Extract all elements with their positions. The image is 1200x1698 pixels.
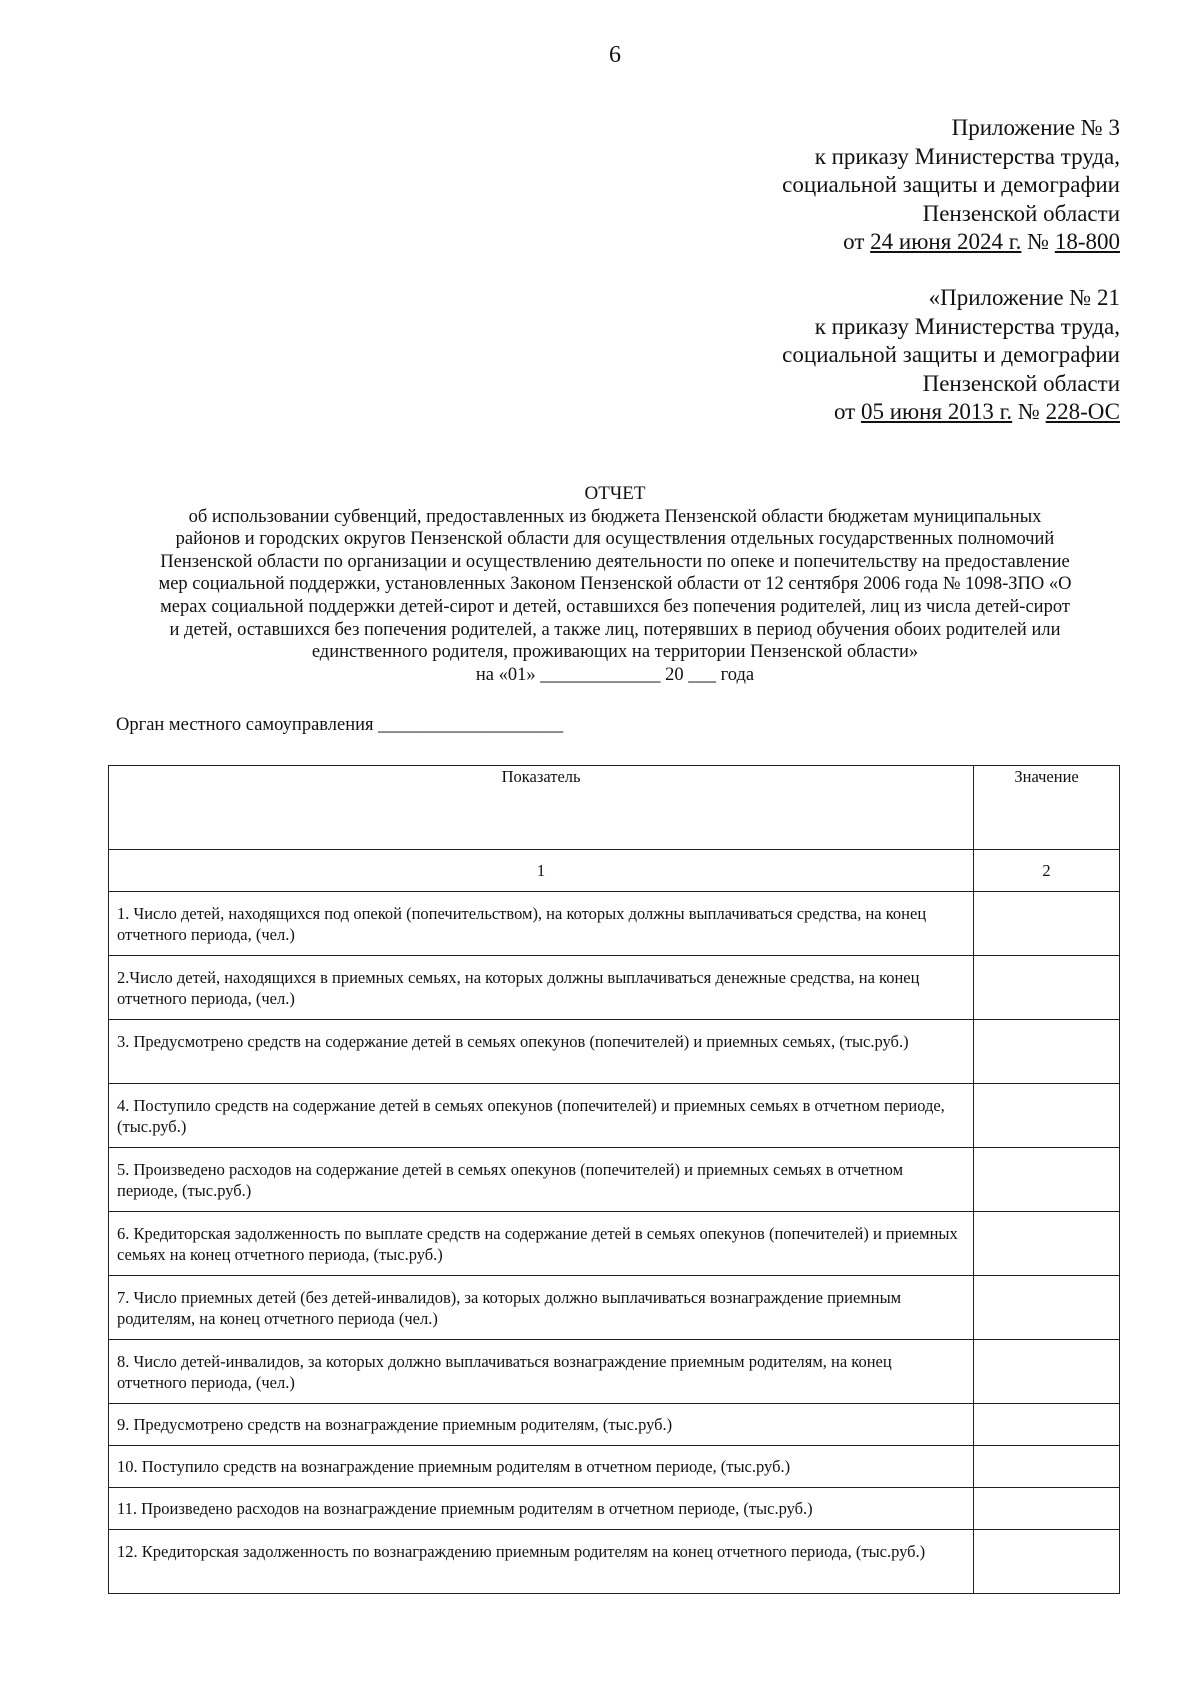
- indicator-cell: 5. Произведено расходов на содержание детей в семьях опекунов (попечителей) и приемных семьях в отчетном периоде, (тыс.руб.): [109, 1148, 974, 1212]
- appendix-original-date: 05 июня 2013 г.: [860, 399, 1013, 424]
- appendix-original-date-line: [782, 398, 1120, 427]
- date-prefix: от: [843, 229, 871, 254]
- table-row: [109, 1404, 1120, 1446]
- page-number: 6: [609, 42, 621, 68]
- appendix-original-title: «Приложение № 21: [928, 285, 1120, 310]
- value-cell: [974, 1084, 1120, 1148]
- value-cell: [974, 1020, 1120, 1084]
- appendix-current-title: Приложение № 3: [951, 115, 1120, 140]
- value-cell: [974, 1340, 1120, 1404]
- table-row: [109, 1276, 1120, 1340]
- appendix-current-number: 18-800: [1054, 229, 1120, 254]
- indicator-cell: 2.Число детей, находящихся в приемных семьях, на которых должны выплачиваться денежные средства, на конец отчетного периода, (чел.): [109, 956, 974, 1020]
- header-indicator: Показатель: [109, 766, 974, 850]
- appendix-current-line: социальной защиты и демографии: [782, 172, 1120, 197]
- table-row: [109, 1020, 1120, 1084]
- table-row: [109, 1148, 1120, 1212]
- table-header-row: [109, 766, 1120, 850]
- value-cell: [974, 1404, 1120, 1446]
- appendix-current-block: [782, 114, 1120, 257]
- value-cell: [974, 1446, 1120, 1488]
- number-prefix: №: [1012, 399, 1046, 424]
- value-cell: [974, 1488, 1120, 1530]
- report-subtitle-line: мер социальной поддержки, установленных Законом Пензенской области от 12 сентября 2006 года № 1098-ЗПО «О: [158, 574, 1072, 595]
- report-title: ОТЧЕТ: [584, 483, 646, 504]
- header-value: Значение: [974, 766, 1120, 850]
- indicator-cell: 8. Число детей-инвалидов, за которых должно выплачиваться вознаграждение приемным родителям, на конец отчетного периода, (чел.): [109, 1340, 974, 1404]
- value-cell: [974, 892, 1120, 956]
- number-prefix: №: [1021, 229, 1055, 254]
- value-cell: [974, 1212, 1120, 1276]
- table-row: [109, 1084, 1120, 1148]
- value-cell: [974, 1148, 1120, 1212]
- table-column-number-row: [109, 850, 1120, 892]
- indicator-cell: 1. Число детей, находящихся под опекой (попечительством), на которых должны выплачиваться средства, на конец отчетного периода, (чел.): [109, 892, 974, 956]
- appendix-original-block: [782, 284, 1120, 427]
- report-subtitle-line: и детей, оставшихся без попечения родителей, а также лиц, потерявших в период обучения обоих родителей или: [169, 619, 1061, 640]
- table-row: [109, 892, 1120, 956]
- appendix-current-date: 24 июня 2024 г.: [870, 229, 1022, 254]
- report-table: [108, 765, 1120, 1594]
- column-number: 2: [974, 850, 1120, 892]
- table-row: [109, 956, 1120, 1020]
- report-subtitle-line: мерах социальной поддержки детей-сирот и детей, оставшихся без попечения родителей, лиц из числа детей-сирот: [160, 596, 1070, 617]
- appendix-original-line: социальной защиты и демографии: [782, 342, 1120, 367]
- appendix-current-line: к приказу Министерства труда,: [814, 143, 1120, 169]
- report-subtitle-line: Пензенской области по организации и осуществлению деятельности по опеке и попечительству на предоставление: [160, 551, 1070, 572]
- table-row: [109, 1212, 1120, 1276]
- appendix-current-date-line: [782, 228, 1120, 257]
- indicator-cell: 9. Предусмотрено средств на вознаграждение приемным родителям, (тыс.руб.): [109, 1404, 974, 1446]
- indicator-cell: 12. Кредиторская задолженность по вознаграждению приемным родителям на конец отчетного периода, (тыс.руб.): [109, 1530, 974, 1594]
- appendix-original-number: 228-ОС: [1045, 399, 1120, 424]
- indicator-cell: 7. Число приемных детей (без детей-инвалидов), за которых должно выплачиваться вознаграждение приемным родителям, на конец отчетного периода (чел.): [109, 1276, 974, 1340]
- value-cell: [974, 1530, 1120, 1594]
- indicator-cell: 6. Кредиторская задолженность по выплате средств на содержание детей в семьях опекунов (попечителей) и приемных семьях на конец отчетного периода, (тыс.руб.): [109, 1212, 974, 1276]
- report-subtitle-line: районов и городских округов Пензенской области для осуществления отдельных государственных полномочий: [175, 529, 1055, 550]
- appendix-original-line: к приказу Министерства труда,: [814, 313, 1120, 339]
- table-row: [109, 1340, 1120, 1404]
- appendix-original-line: Пензенской области: [922, 370, 1120, 396]
- indicator-cell: 10. Поступило средств на вознаграждение приемным родителям в отчетном периоде, (тыс.руб.): [109, 1446, 974, 1488]
- report-subtitle-line: об использовании субвенций, предоставленных из бюджета Пензенской области бюджетам муниципальных: [188, 506, 1042, 527]
- indicator-cell: 3. Предусмотрено средств на содержание детей в семьях опекунов (попечителей) и приемных семьях, (тыс.руб.): [109, 1020, 974, 1084]
- report-date-line: на «01» _____________ 20 ___ года: [475, 664, 755, 685]
- column-number: 1: [109, 850, 974, 892]
- table-row: [109, 1488, 1120, 1530]
- organ-field-line: Орган местного самоуправления ____________________: [116, 715, 564, 735]
- indicator-cell: 11. Произведено расходов на вознаграждение приемным родителям в отчетном периоде, (тыс.руб.): [109, 1488, 974, 1530]
- table-row: [109, 1446, 1120, 1488]
- appendix-current-line: Пензенской области: [922, 200, 1120, 226]
- report-subtitle-line: единственного родителя, проживающих на территории Пензенской области»: [311, 642, 919, 663]
- value-cell: [974, 1276, 1120, 1340]
- date-prefix: от: [833, 399, 861, 424]
- table-row: [109, 1530, 1120, 1594]
- indicator-cell: 4. Поступило средств на содержание детей в семьях опекунов (попечителей) и приемных семьях в отчетном периоде, (тыс.руб.): [109, 1084, 974, 1148]
- report-header: [110, 483, 1120, 686]
- value-cell: [974, 956, 1120, 1020]
